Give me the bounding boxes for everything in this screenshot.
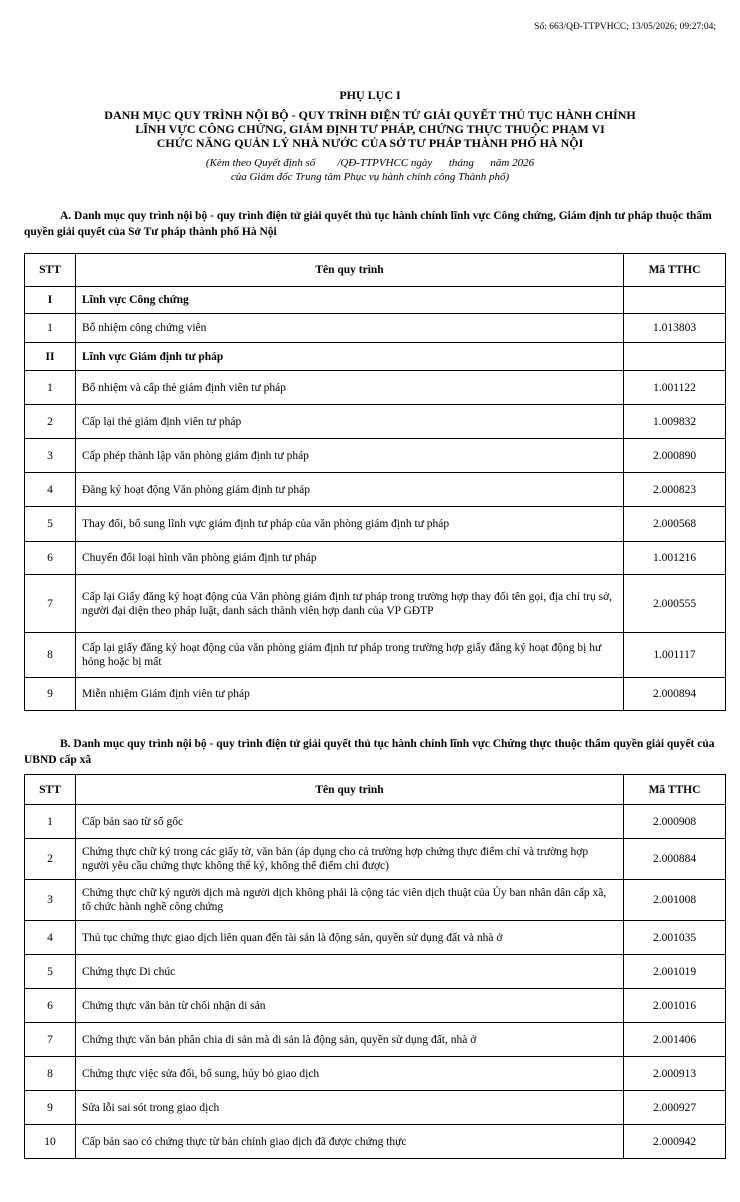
row-procedure-code: 2.001019 — [624, 955, 726, 989]
row-procedure-name: Cấp lại Giấy đăng ký hoạt động của Văn phòng giám định tư pháp trong trường hợp thay đổi tên gọi, địa chỉ trụ sở, người đại diện theo pháp luật, danh sách thành viên hợp danh của VP GĐTP — [76, 575, 624, 633]
row-procedure-name: Chứng thực văn bản từ chối nhận di sản — [76, 989, 624, 1023]
row-stt: 10 — [25, 1125, 76, 1159]
row-procedure-code: 2.001035 — [624, 921, 726, 955]
row-procedure-name: Miễn nhiệm Giám định viên tư pháp — [76, 678, 624, 711]
decision-reference-line-1: (Kèm theo Quyết định số /QĐ-TTPVHCC ngày tháng năm 2026 — [205, 157, 535, 169]
row-procedure-code: 2.001016 — [624, 989, 726, 1023]
row-stt: 7 — [25, 1023, 76, 1057]
column-header-name: Tên quy trình — [76, 254, 624, 287]
row-procedure-name: Cấp bản sao có chứng thực từ bản chính giao dịch đã được chứng thực — [76, 1125, 624, 1159]
title-line-2: LĨNH VỰC CÔNG CHỨNG, GIÁM ĐỊNH TƯ PHÁP, CHỨNG THỰC THUỘC PHẠM VI — [135, 122, 605, 136]
row-procedure-name: Sửa lỗi sai sót trong giao dịch — [76, 1091, 624, 1125]
section-a-table — [24, 253, 726, 711]
table-row — [25, 989, 726, 1023]
row-procedure-name: Bổ nhiệm công chứng viên — [76, 314, 624, 343]
row-procedure-name: Chứng thực việc sửa đổi, bổ sung, hủy bỏ giao dịch — [76, 1057, 624, 1091]
row-stt: 6 — [25, 542, 76, 575]
table-row — [25, 542, 726, 575]
table-row — [25, 678, 726, 711]
column-header-stt: STT — [25, 775, 76, 805]
table-row — [25, 507, 726, 542]
section-b-table-body — [25, 805, 726, 1159]
section-a-heading: A. Danh mục quy trình nội bộ - quy trình điện tử giải quyết thủ tục hành chính lĩnh vực Công chứng, Giám định tư pháp thuộc thẩm quyền giải quyết của Sở Tư pháp thành phố Hà Nội — [24, 210, 712, 238]
row-procedure-code: 2.000884 — [624, 839, 726, 880]
table-row — [25, 1057, 726, 1091]
appendix-title: PHỤ LỤC I — [339, 88, 401, 102]
decision-reference-line-2: của Giám đốc Trung tâm Phục vụ hành chính công Thành phố) — [230, 171, 510, 183]
row-stt: 8 — [25, 633, 76, 678]
row-stt: 5 — [25, 955, 76, 989]
row-procedure-code: 2.000927 — [624, 1091, 726, 1125]
row-procedure-code — [624, 343, 726, 371]
row-procedure-name: Cấp phép thành lập văn phòng giám định tư pháp — [76, 439, 624, 473]
row-procedure-name: Chứng thực Di chúc — [76, 955, 624, 989]
table-row — [25, 633, 726, 678]
row-procedure-code: 1.001122 — [624, 371, 726, 405]
section-b-heading: B. Danh mục quy trình nội bộ - quy trình điện tử giải quyết thủ tục hành chính lĩnh vực Chứng thực thuộc thẩm quyền giải quyết của UBND cấp xã — [24, 738, 715, 766]
row-procedure-code: 2.000555 — [624, 575, 726, 633]
row-procedure-code: 1.013803 — [624, 314, 726, 343]
table-row — [25, 473, 726, 507]
row-stt: 9 — [25, 678, 76, 711]
row-stt: 3 — [25, 439, 76, 473]
table-row — [25, 1091, 726, 1125]
document-number-stamp: Số: 663/QĐ-TTPVHCC; 13/05/2026; 09:27:04; — [534, 22, 716, 32]
row-procedure-name: Lĩnh vực Công chứng — [76, 287, 624, 314]
row-stt: I — [25, 287, 76, 314]
table-group-row — [25, 287, 726, 314]
table-row — [25, 921, 726, 955]
table-header-row — [25, 775, 726, 805]
table-row — [25, 1125, 726, 1159]
row-stt: II — [25, 343, 76, 371]
table-row — [25, 955, 726, 989]
column-header-stt: STT — [25, 254, 76, 287]
row-procedure-code — [624, 287, 726, 314]
row-stt: 2 — [25, 405, 76, 439]
column-header-name: Tên quy trình — [76, 775, 624, 805]
row-procedure-name: Cấp lại giấy đăng ký hoạt động của văn phòng giám định tư pháp trong trường hợp giấy đăng ký hoạt động bị hư hỏng hoặc bị mất — [76, 633, 624, 678]
table-row — [25, 1023, 726, 1057]
row-stt: 3 — [25, 880, 76, 921]
row-stt: 4 — [25, 473, 76, 507]
row-procedure-name: Cấp lại thẻ giám định viên tư pháp — [76, 405, 624, 439]
row-procedure-code: 2.001406 — [624, 1023, 726, 1057]
row-procedure-code: 2.000913 — [624, 1057, 726, 1091]
row-stt: 5 — [25, 507, 76, 542]
row-procedure-name: Thủ tục chứng thực giao dịch liên quan đến tài sản là động sản, quyền sử dụng đất và nhà ở — [76, 921, 624, 955]
table-row — [25, 405, 726, 439]
row-procedure-code: 1.001216 — [624, 542, 726, 575]
row-procedure-code: 2.000823 — [624, 473, 726, 507]
row-stt: 1 — [25, 314, 76, 343]
table-row — [25, 880, 726, 921]
row-stt: 6 — [25, 989, 76, 1023]
section-a-table-body — [25, 287, 726, 711]
row-stt: 1 — [25, 805, 76, 839]
column-header-code: Mã TTHC — [624, 775, 726, 805]
row-stt: 2 — [25, 839, 76, 880]
row-procedure-code: 2.000890 — [624, 439, 726, 473]
document-title-block — [0, 88, 740, 184]
row-procedure-name: Chứng thực chữ ký trong các giấy tờ, văn bản (áp dụng cho cả trường hợp chứng thực điểm chỉ và trường hợp người yêu cầu chứng thực không thể ký, không thể điểm chỉ được) — [76, 839, 624, 880]
table-row — [25, 314, 726, 343]
table-row — [25, 439, 726, 473]
row-procedure-code: 2.001008 — [624, 880, 726, 921]
table-header-row — [25, 254, 726, 287]
row-stt: 9 — [25, 1091, 76, 1125]
row-procedure-name: Chứng thực văn bản phân chia di sản mà di sản là động sản, quyền sử dụng đất, nhà ở — [76, 1023, 624, 1057]
table-group-row — [25, 343, 726, 371]
row-stt: 7 — [25, 575, 76, 633]
row-procedure-name: Cấp bản sao từ sổ gốc — [76, 805, 624, 839]
title-line-1: DANH MỤC QUY TRÌNH NỘI BỘ - QUY TRÌNH ĐIỆN TỬ GIẢI QUYẾT THỦ TỤC HÀNH CHÍNH — [104, 108, 636, 122]
section-b-table — [24, 774, 726, 1159]
title-line-3: CHỨC NĂNG QUẢN LÝ NHÀ NƯỚC CỦA SỞ TƯ PHÁP THÀNH PHỐ HÀ NỘI — [156, 136, 584, 150]
row-stt: 1 — [25, 371, 76, 405]
table-row — [25, 371, 726, 405]
column-header-code: Mã TTHC — [624, 254, 726, 287]
row-procedure-code: 2.000568 — [624, 507, 726, 542]
row-procedure-code: 2.000894 — [624, 678, 726, 711]
row-procedure-code: 1.009832 — [624, 405, 726, 439]
row-procedure-code: 2.000908 — [624, 805, 726, 839]
row-procedure-name: Đăng ký hoạt động Văn phòng giám định tư pháp — [76, 473, 624, 507]
row-procedure-name: Chứng thực chữ ký người dịch mà người dịch không phải là cộng tác viên dịch thuật của Ủy ban nhân dân cấp xã, tổ chức hành nghề công chứng — [76, 880, 624, 921]
table-row — [25, 805, 726, 839]
row-procedure-code: 2.000942 — [624, 1125, 726, 1159]
table-row — [25, 575, 726, 633]
row-procedure-name: Lĩnh vực Giám định tư pháp — [76, 343, 624, 371]
row-procedure-code: 1.001117 — [624, 633, 726, 678]
row-procedure-name: Thay đổi, bổ sung lĩnh vực giám định tư pháp của văn phòng giám định tư pháp — [76, 507, 624, 542]
row-procedure-name: Bổ nhiệm và cấp thẻ giám định viên tư pháp — [76, 371, 624, 405]
row-procedure-name: Chuyển đổi loại hình văn phòng giám định tư pháp — [76, 542, 624, 575]
row-stt: 8 — [25, 1057, 76, 1091]
table-row — [25, 839, 726, 880]
row-stt: 4 — [25, 921, 76, 955]
